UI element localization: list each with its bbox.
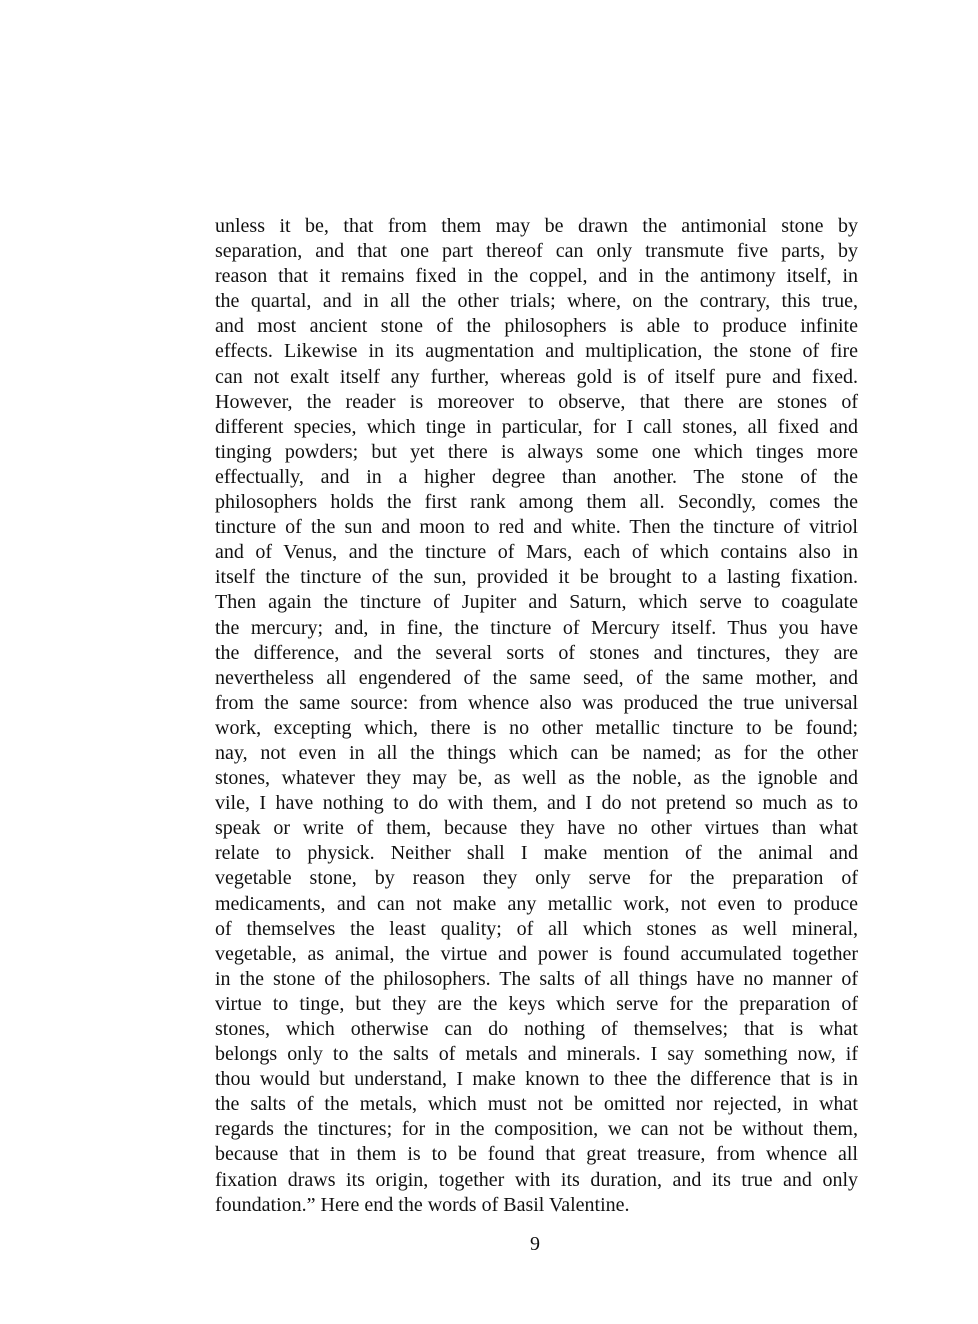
text-line: effects. Likewise in its augmentation and multiplication, the stone of fire <box>215 340 858 363</box>
text-line: can not exalt itself any further, whereas gold is of itself pure and fixed. <box>215 365 858 388</box>
text-line: different species, which tinge in particular, for I call stones, all fixed and <box>215 415 858 438</box>
text-line: effectually, and in a higher degree than another. The stone of the <box>215 465 858 488</box>
text-line: regards the tinctures; for in the composition, we can not be without them, <box>215 1118 858 1141</box>
text-line: and of Venus, and the tincture of Mars, each of which contains also in <box>215 541 858 564</box>
text-line: work, excepting which, there is no other metallic tincture to be found; <box>215 716 858 739</box>
text-line: vegetable, as animal, the virtue and power is found accumulated together <box>215 942 858 965</box>
text-line: virtue to tinge, but they are the keys which serve for the preparation of <box>215 992 858 1015</box>
text-line: stones, whatever they may be, as well as the noble, as the ignoble and <box>215 767 858 790</box>
text-line: thou would but understand, I make known to thee the difference that is in <box>215 1068 858 1091</box>
text-line: the salts of the metals, which must not be omitted nor rejected, in what <box>215 1093 858 1116</box>
text-line: medicaments, and can not make any metallic work, not even to produce <box>215 892 858 915</box>
text-line: and most ancient stone of the philosophers is able to produce infinite <box>215 315 858 338</box>
text-line: reason that it remains fixed in the coppel, and in the antimony itself, in <box>215 265 858 288</box>
text-line: tincture of the sun and moon to red and white. Then the tincture of vitriol <box>215 516 858 539</box>
page-number: 9 <box>530 1233 540 1255</box>
text-line: separation, and that one part thereof can only transmute five parts, by <box>215 240 858 263</box>
text-line: speak or write of them, because they have no other virtues than what <box>215 817 858 840</box>
text-line: vegetable stone, by reason they only serve for the preparation of <box>215 867 858 890</box>
text-line: relate to physick. Neither shall I make mention of the animal and <box>215 842 858 865</box>
text-line: itself the tincture of the sun, provided it be brought to a lasting fixation. <box>215 566 858 589</box>
text-line: vile, I have nothing to do with them, and I do not pretend so much as to <box>215 792 858 815</box>
text-line: Then again the tincture of Jupiter and Saturn, which serve to coagulate <box>215 591 858 614</box>
text-line: foundation.” Here end the words of Basil Valentine. <box>215 1193 630 1216</box>
text-line: belongs only to the salts of metals and minerals. I say something now, if <box>215 1043 858 1066</box>
text-line: the difference, and the several sorts of stones and tinctures, they are <box>215 641 858 664</box>
text-line: However, the reader is moreover to observe, that there are stones of <box>215 390 858 413</box>
text-line: stones, which otherwise can do nothing of themselves; that is what <box>215 1018 858 1040</box>
text-line: of themselves the least quality; of all which stones as well mineral, <box>215 917 858 940</box>
text-line: from the same source: from whence also was produced the true universal <box>215 691 858 714</box>
body-paragraph <box>215 214 858 1218</box>
text-line: tinging powders; but yet there is always some one which tinges more <box>215 440 858 463</box>
text-line: in the stone of the philosophers. The salts of all things have no manner of <box>215 967 858 990</box>
text-line: nevertheless all engendered of the same seed, of the same mother, and <box>215 666 858 689</box>
text-line: nay, not even in all the things which can be named; as for the other <box>215 741 858 764</box>
text-line: fixation draws its origin, together with its duration, and its true and only <box>215 1168 858 1191</box>
text-line: because that in them is to be found that great treasure, from whence all <box>215 1143 858 1166</box>
text-line: the quartal, and in all the other trials; where, on the contrary, this true, <box>215 290 858 313</box>
text-line: the mercury; and, in fine, the tincture of Mercury itself. Thus you have <box>215 616 858 639</box>
text-line: philosophers holds the first rank among them all. Secondly, comes the <box>215 491 858 514</box>
text-line: unless it be, that from them may be drawn the antimonial stone by <box>215 215 858 237</box>
